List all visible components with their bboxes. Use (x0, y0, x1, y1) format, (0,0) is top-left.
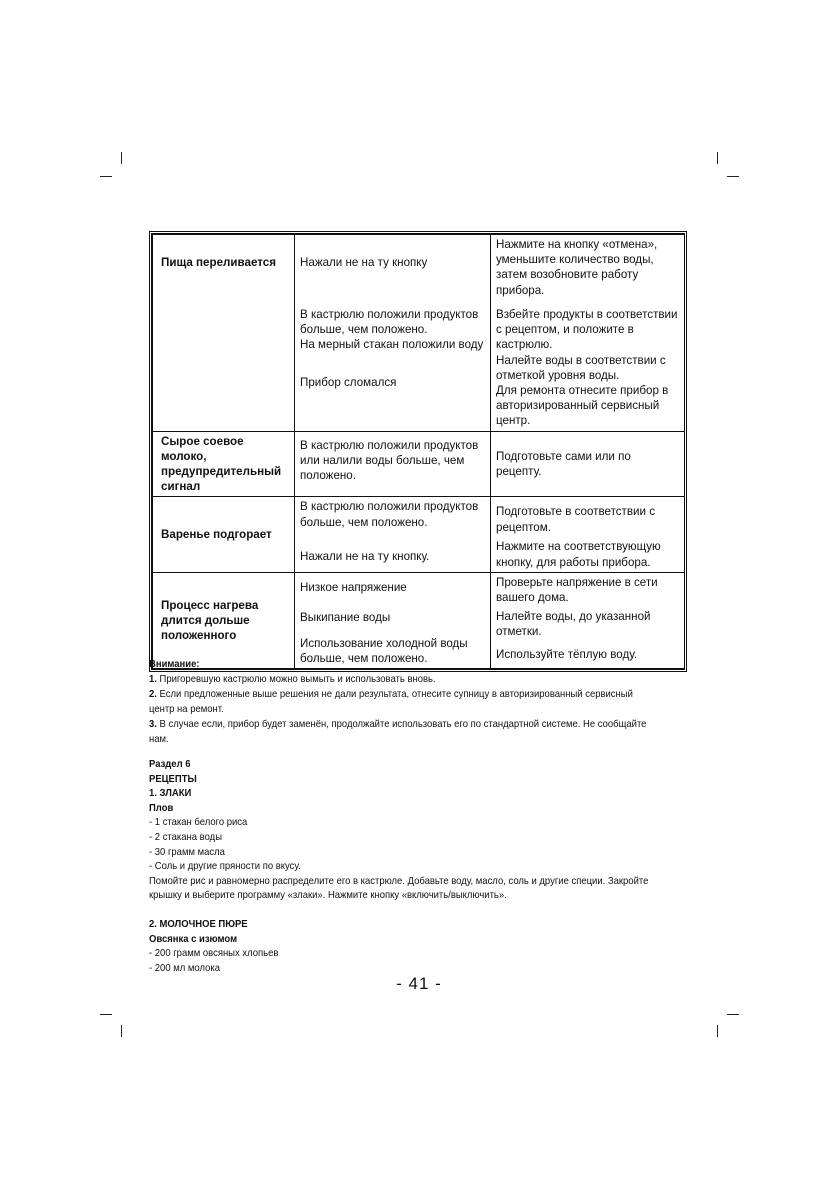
crop-mark (121, 1025, 122, 1037)
ingredient: - 200 мл молока (149, 962, 221, 974)
problem-cell: Сырое соевое молоко, предупредительный сигнал (153, 431, 295, 497)
note-text: Пригоревшую кастрюлю можно вымыть и использовать вновь. (159, 674, 436, 686)
solution-entry: Взбейте продукты в соответствии с рецептом, и положите в кастрюлю. (496, 308, 678, 352)
solution-cell (491, 572, 685, 668)
cause-entry: Нажали не на ту кнопку. (300, 550, 430, 564)
solution-entry: Налейте воды в соответствии с отметкой уровня воды. (496, 353, 666, 382)
cause-entry: В кастрюлю положили продуктов больше, чем положено. (300, 500, 479, 529)
note-number: 2. (149, 689, 157, 701)
note-item (149, 672, 656, 687)
recipe-name: Овсянка с изюмом (149, 933, 238, 945)
solution-cell (491, 431, 685, 497)
cause-entry: В кастрюлю положили продуктов больше, чем положено. (300, 308, 479, 337)
note-number: 1. (149, 674, 157, 686)
table-row (153, 497, 685, 572)
cause-cell (295, 235, 491, 432)
solution-entry: Используйте тёплую воду. (496, 647, 638, 661)
notes-section (149, 657, 656, 748)
section-label: Раздел 6 (149, 759, 191, 770)
cause-entry: Использование холодной воды больше, чем положено. (300, 636, 468, 666)
section-title: РЕЦЕПТЫ (149, 773, 197, 785)
recipe-method: Помойте рис и равномерно распределите его в кастрюле. Добавьте воду, масло, соль и другие специи. Закройте крышку и выберите программу «злаки». Нажмите кнопку «включить/выключить». (149, 875, 649, 902)
solution-entry: Налейте воды, до указанной отметки. (496, 609, 651, 639)
page-number: - 41 - (396, 974, 442, 993)
cause-entry: Нажали не на ту кнопку (300, 256, 428, 269)
ingredient: - 30 грамм масла (149, 846, 225, 858)
cause-entry: На мерный стакан положили воду (300, 338, 484, 352)
note-text: Если предложенные выше решения не дали результата, отнесите супницу в авторизированный сервисный центр на ремонт. (149, 689, 633, 716)
note-item (149, 717, 656, 747)
table-row (153, 235, 685, 432)
crop-mark (727, 176, 739, 177)
ingredient: - 2 стакана воды (149, 831, 223, 843)
crop-mark (121, 152, 122, 164)
cause-cell (295, 497, 491, 572)
solution-entry: Нажмите на соответствующую кнопку, для работы прибора. (496, 540, 661, 569)
crop-mark (100, 176, 112, 177)
recipe-heading: 2. МОЛОЧНОЕ ПЮРЕ (149, 918, 248, 930)
recipe-heading: 1. ЗЛАКИ (149, 788, 192, 800)
crop-mark (717, 152, 718, 164)
solution-cell (491, 497, 685, 572)
cause-entry: Выкипание воды (300, 610, 391, 624)
cause-cell (295, 431, 491, 497)
note-item (149, 687, 656, 717)
table-row (153, 572, 685, 668)
problem-cell: Процесс нагрева длится дольше положенного (153, 572, 295, 668)
cause-entry: Прибор сломался (300, 376, 397, 390)
solution-entry: Подготовьте сами или по рецепту. (496, 449, 631, 479)
note-number: 3. (149, 719, 157, 731)
crop-mark (717, 1025, 718, 1037)
cause-cell (295, 572, 491, 668)
solution-entry: Нажмите на кнопку «отмена», уменьшите количество воды, затем возобновите работу прибора. (496, 238, 658, 297)
ingredient: - 1 стакан белого риса (149, 817, 248, 829)
crop-mark (727, 1014, 739, 1015)
note-text: В случае если, прибор будет заменён, продолжайте использовать его по стандартной системе. Не сообщайте нам. (149, 719, 647, 746)
solution-entry: Для ремонта отнесите прибор в авторизированный сервисный центр. (496, 384, 669, 428)
crop-mark (100, 1014, 112, 1015)
solution-entry: Проверьте напряжение в сети вашего дома. (496, 575, 658, 605)
recipes-section (149, 758, 670, 976)
troubleshooting-table (149, 231, 687, 672)
cause-entry: В кастрюлю положили продуктов или налили воды больше, чем положено. (300, 438, 479, 483)
cause-entry: Низкое напряжение (300, 580, 407, 594)
ingredient: - Соль и другие пряности по вкусу. (149, 861, 301, 873)
notes-title: Внимание: (149, 659, 200, 670)
recipe-name: Плов (149, 802, 174, 814)
solution-cell (491, 235, 685, 432)
solution-entry: Подготовьте в соответствии с рецептом. (496, 505, 655, 534)
ingredient: - 200 грамм овсяных хлопьев (149, 948, 279, 960)
problem-cell: Варенье подгорает (153, 497, 295, 572)
problem-cell: Пища переливается (153, 235, 295, 432)
table-row (153, 431, 685, 497)
